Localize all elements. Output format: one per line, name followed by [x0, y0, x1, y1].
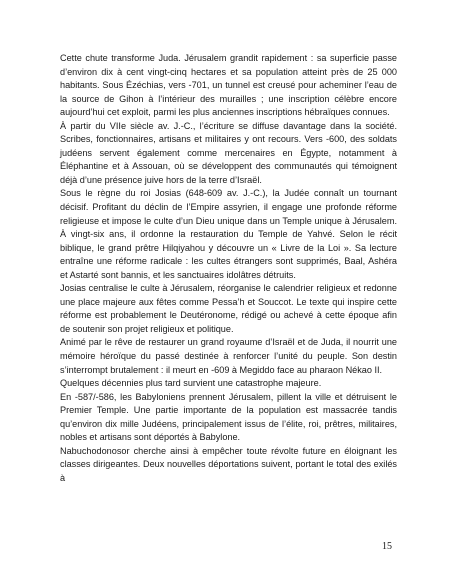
- paragraph-deportations: Nabuchodonosor cherche ainsi à empêcher toute révolte future en éloignant les classes dirigeantes. Deux nouvelles déportations suivent, portant le total des exilés à: [60, 445, 397, 483]
- page-number: 15: [382, 541, 392, 552]
- body-text: [60, 52, 397, 486]
- paragraph-jerusalem-growth: Cette chute transforme Juda. Jérusalem grandit rapidement : sa superficie passe d’environ dix à cent vingt-cinq hectares et sa population atteint près de 25 000 habitants. Sous Ézéchias, vers -701, un tunnel est creusé pour acheminer l’eau de la source de Gihon à l’intérieur des murailles ; une inscription célèbre encore aujourd’hui cet exploit, parmi les plus anciennes inscriptions hébraïques connues.: [60, 53, 397, 118]
- paragraph-josias-death: Animé par le rêve de restaurer un grand royaume d’Israël et de Juda, il nourrit une mémoire héroïque du passé destinée à renforcer l’unité du peuple. Son destin s’interrompt brutalement : il meurt en -609 à Megiddo face au pharaon Nékao II.: [60, 337, 397, 375]
- paragraph-writing-diffusion: À partir du VIIe siècle av. J.-C., l’écriture se diffuse davantage dans la société. Scribes, fonctionnaires, artisans et militaires y ont recours. Vers -600, des soldats judéens servent également comme mercenaires en Égypte, notamment à Éléphantine et à Assouan, où se développent des communautés qui témoignent déjà d’une présence juive hors de la terre d’Israël.: [60, 120, 397, 185]
- paragraph-josias-reform: Sous le règne du roi Josias (648-609 av. J.-C.), la Judée connaît un tournant décisif. Profitant du déclin de l’Empire assyrien, il engage une profonde réforme religieuse et impose le culte d’un Dieu unique dans un Temple unique à Jérusalem. À vingt-six ans, il ordonne la restauration du Temple de Yahvé. Selon le récit biblique, le grand prêtre Hilqiyahou y découvre un « Livre de la Loi ». Sa lecture entraîne une réforme radicale : les cultes étrangers sont supprimés, Baal, Ashéra et Astarté sont bannis, et les sanctuaires idolâtres détruits.: [60, 188, 397, 280]
- paragraph-cult-centralisation: Josias centralise le culte à Jérusalem, réorganise le calendrier religieux et redonne une place majeure aux fêtes comme Pessa’h et Souccot. Le texte qui inspire cette réforme est probablement le Deutéronome, rédigé ou achevé à cette époque afin de soutenir son projet religieux et politique.: [60, 283, 397, 334]
- paragraph-catastrophe: Quelques décennies plus tard survient une catastrophe majeure.: [60, 378, 322, 389]
- paragraph-babylonian-conquest: En -587/-586, les Babyloniens prennent Jérusalem, pillent la ville et détruisent le Premier Temple. Une partie importante de la population est massacrée tandis qu’environ dix mille Judéens, principalement issus de l’élite, roi, prêtres, militaires, nobles et artisans sont déportés à Babylone.: [60, 391, 397, 443]
